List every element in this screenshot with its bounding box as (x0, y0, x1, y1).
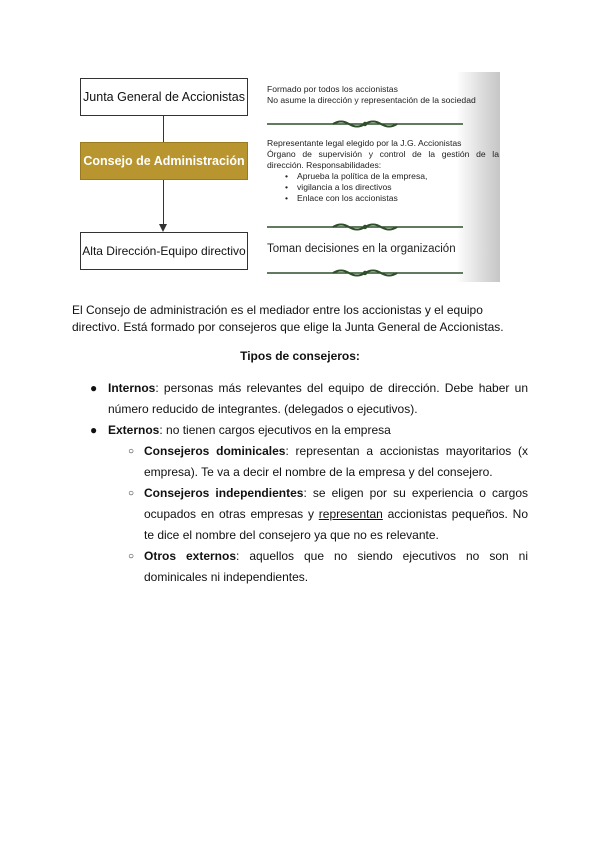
term: Otros externos (144, 549, 237, 563)
bullet-icon: ● (90, 423, 98, 437)
box-consejo-administracion: Consejo de Administración (80, 142, 248, 180)
term: Internos (108, 381, 156, 395)
list-item: • vigilancia a los directivos (297, 182, 499, 193)
list-item: • Aprueba la política de la empresa, (297, 171, 499, 182)
definition: : aquellos que no siendo ejecutivos no son ni dominicales ni independientes. (144, 549, 529, 584)
list-item-dominicales (72, 441, 528, 483)
consejo-desc-line: Representante legal elegido por la J.G. Accionistas (267, 138, 462, 148)
section-heading: Tipos de consejeros: (240, 349, 360, 363)
definition: : se eligen por su experiencia o cargos ocupados en otras empresas y (144, 486, 529, 521)
consejo-desc-line: Órgano de supervisión y control de la gestión de la (267, 149, 499, 159)
intro-paragraph: El Consejo de administración es el mediador entre los accionistas y el equipo directivo. Está formado por consejeros que elige la Junta General de Accionistas. (72, 303, 504, 334)
list-item-otros-externos (72, 546, 528, 588)
circle-bullet-icon: ○ (128, 446, 135, 457)
term: Externos (108, 423, 160, 437)
responsabilidades-list (267, 171, 499, 204)
box-alta-direccion: Alta Dirección-Equipo directivo (80, 232, 248, 270)
ornament-divider-icon (267, 222, 463, 232)
ornament-divider-icon (267, 268, 463, 278)
ornament-divider-icon (267, 119, 463, 129)
consejo-description (267, 138, 499, 204)
definition: : representan a accionistas mayoritarios (x empresa). Te va a decir el nombre de la empresa y del consejero. (144, 444, 528, 479)
bullet-icon: ● (90, 381, 98, 395)
connector-line (163, 180, 164, 224)
term: Consejeros independientes (144, 486, 304, 500)
description-panel (257, 72, 500, 282)
underlined-word: representan (318, 507, 383, 521)
consejo-desc-line: dirección. Responsabilidades: (267, 160, 382, 170)
consejeros-list (72, 378, 528, 588)
alta-description: Toman decisiones en la organización (267, 243, 456, 255)
definition: accionistas pequeños. No te dice el nombre del consejero ya que no es relevante. (144, 507, 528, 542)
box-junta-general: Junta General de Accionistas (80, 78, 248, 116)
org-diagram (80, 72, 500, 282)
junta-desc-line: Formado por todos los accionistas (267, 84, 398, 94)
list-item-externos (72, 420, 528, 441)
definition: : personas más relevantes del equipo de dirección. Debe haber un número reducido de integrantes. (delegados o ejecutivos). (108, 381, 528, 416)
junta-description (267, 84, 476, 106)
circle-bullet-icon: ○ (128, 551, 135, 562)
list-item-independientes (72, 483, 528, 546)
term: Consejeros dominicales (144, 444, 286, 458)
list-item: • Enlace con los accionistas (297, 193, 499, 204)
connector-line (163, 116, 164, 142)
list-item-internos (72, 378, 528, 420)
definition: : no tienen cargos ejecutivos en la empresa (159, 423, 391, 437)
arrow-down-icon (159, 224, 167, 232)
junta-desc-line: No asume la dirección y representación de la sociedad (267, 95, 476, 105)
circle-bullet-icon: ○ (128, 488, 135, 499)
